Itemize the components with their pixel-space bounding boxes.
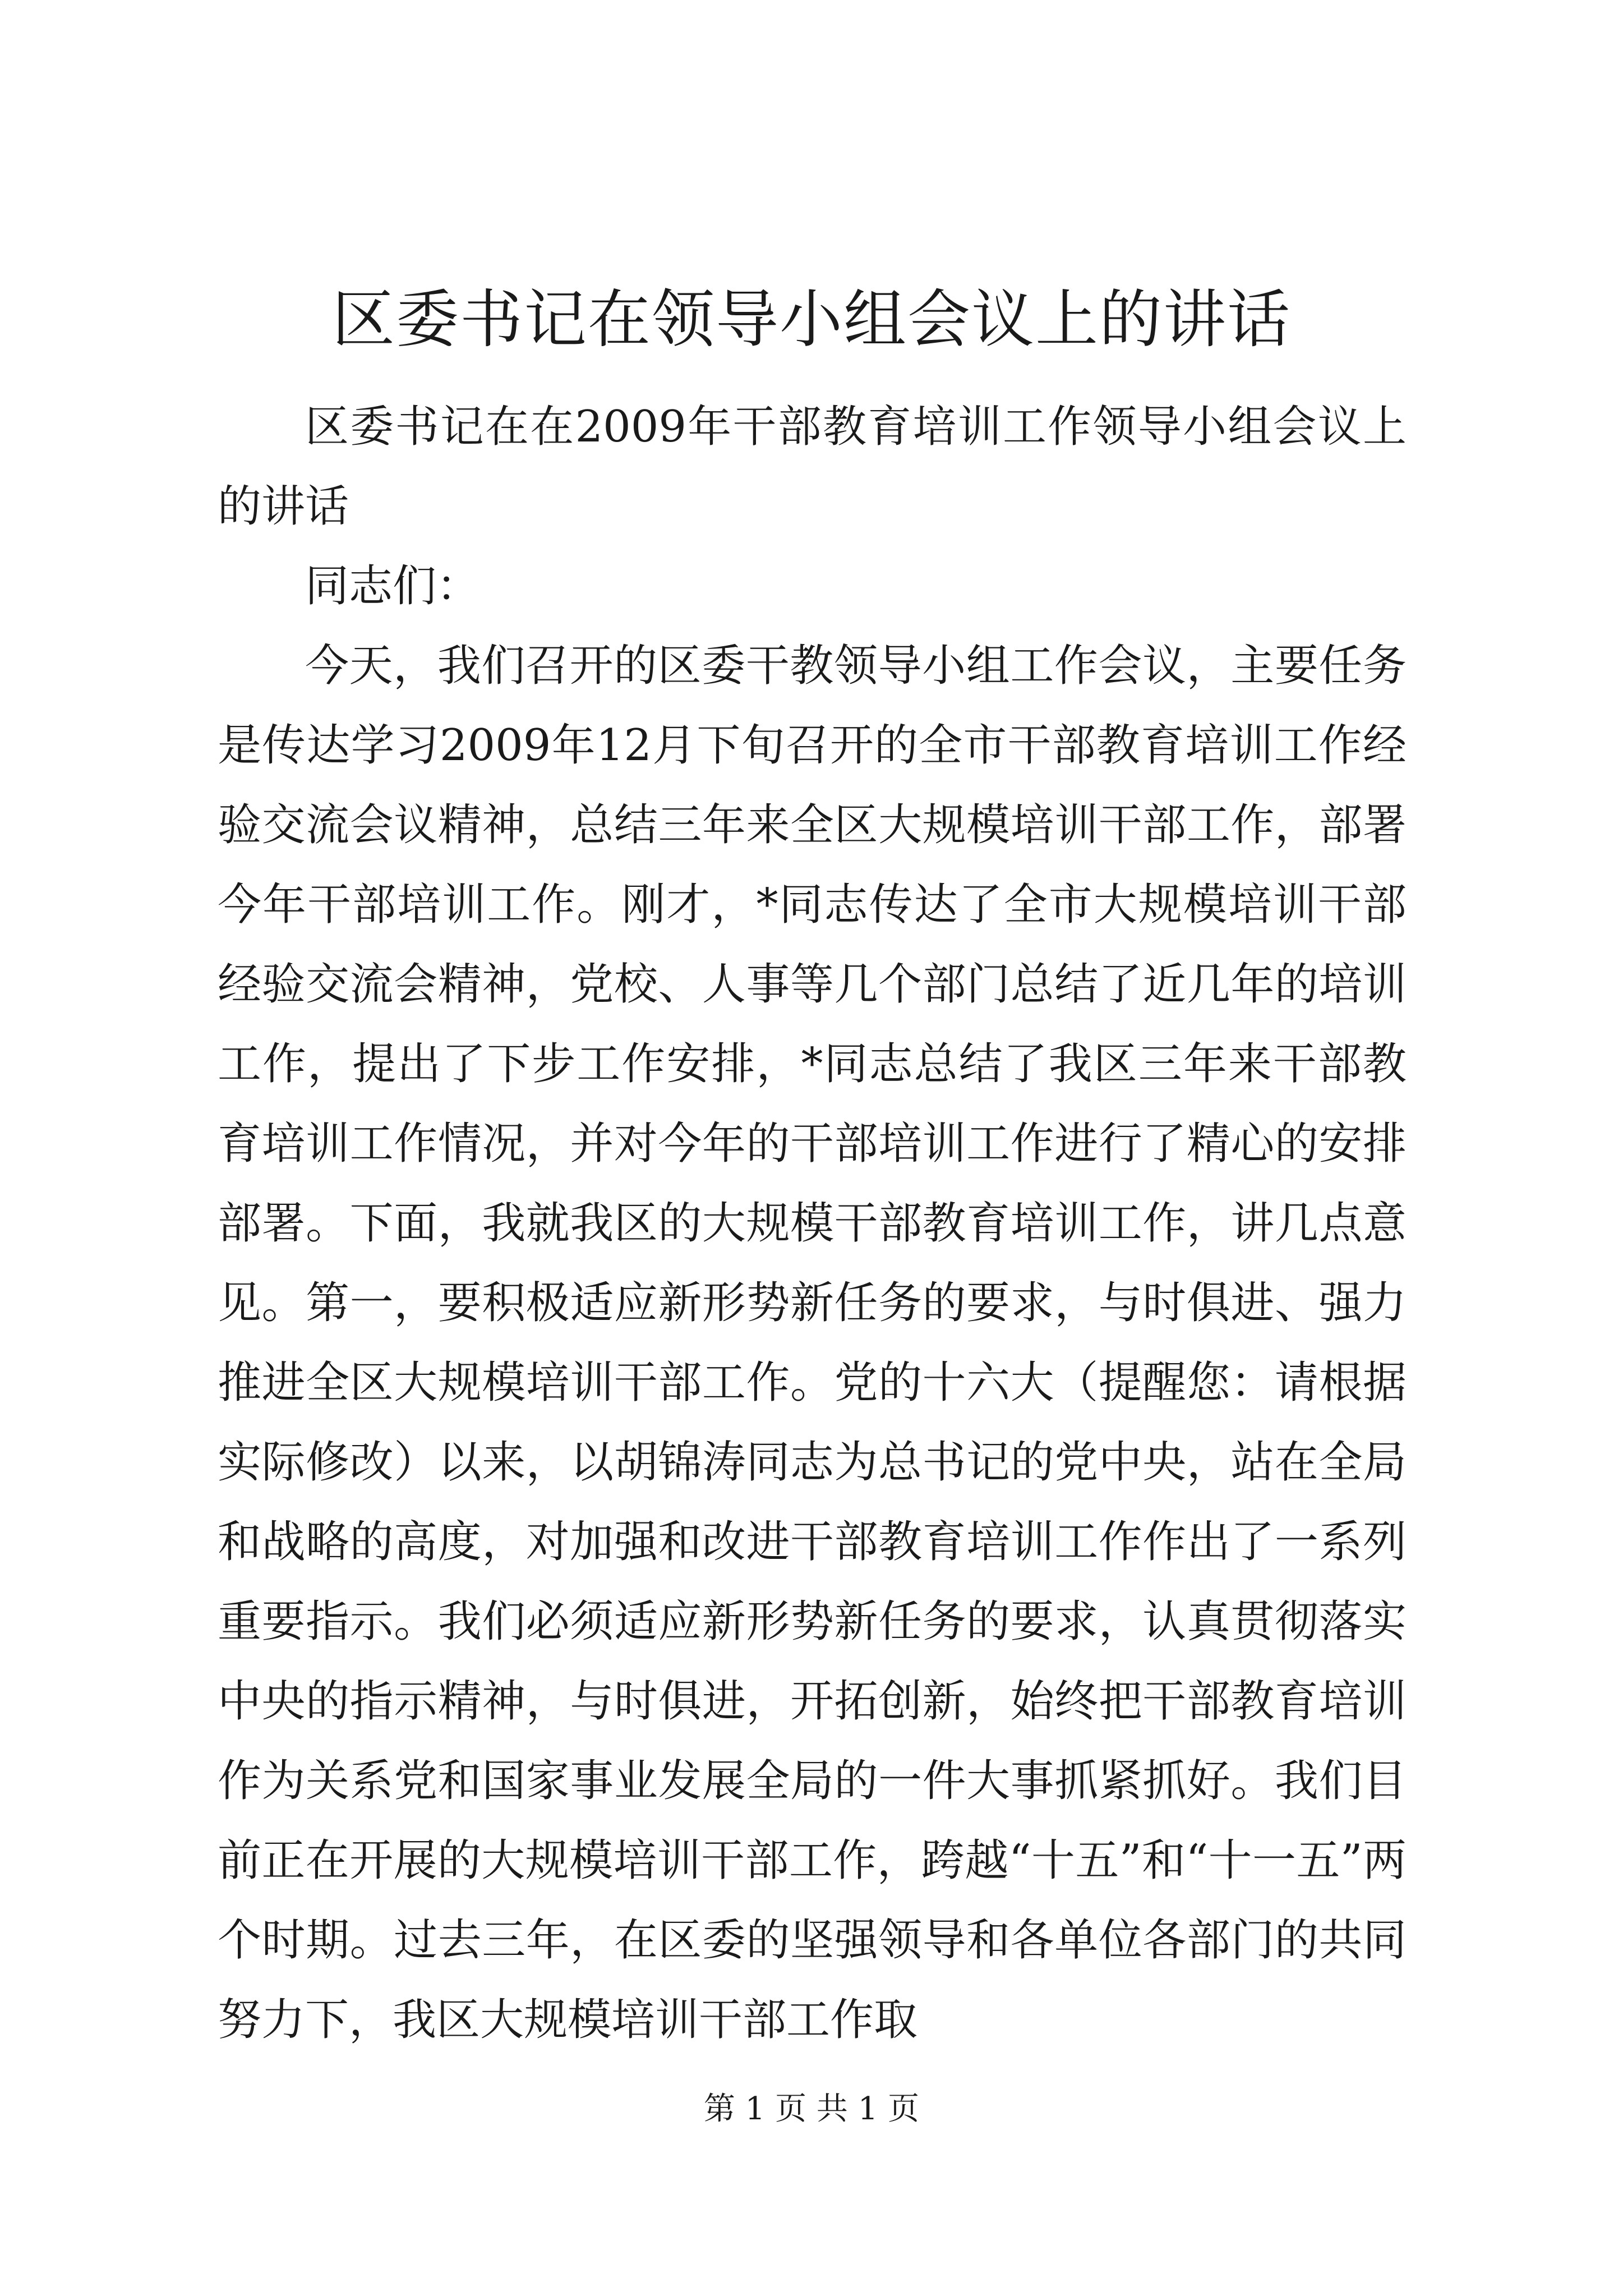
salutation-paragraph: 同志们： (305, 561, 481, 611)
speech-paragraph: 今天，我们召开的区委干教领导小组工作会议，主要任务是传达学习2009年12月下旬召开的全市干部教育培训工作经验交流会议精神，总结三年来全区大规模培训干部工作，部署今年干部培训工作。刚才，*同志传达了全市大规模培训干部经验交流会精神，党校、人事等几个部门总结了近几年的培训工作，提出了下步工作安排，*同志总结了我区三年来干部教育培训工作情况，并对今年的干部培训工作进行了精心的安排部署。下面，我就我区的大规模干部教育培训工作，讲几点意见。第一，要积极适应新形势新任务的要求，与时俱进、强力推进全区大规模培训干部工作。党的十六大（提醒您：请根据实际修改）以来，以胡锦涛同志为总书记的党中央，站在全局和战略的高度，对加强和改进干部教育培训工作作出了一系列重要指示。我们必须适应新形势新任务的要求，认真贯彻落实中央的指示精神，与时俱进，开拓创新，始终把干部教育培训作为关系党和国家事业发展全局的一件大事抓紧抓好。我们目前正在开展的大规模培训干部工作，跨越“十五”和“十一五”两个时期。过去三年，在区委的坚强领导和各单位各部门的共同努力下，我区大规模培训干部工作取 (218, 641, 1407, 2045)
page-footer (0, 2090, 1623, 2129)
document-title: 区委书记在领导小组会议上的讲话 (332, 283, 1291, 356)
page-number-indicator: 第 1 页 共 1 页 (703, 2091, 920, 2127)
document-body (218, 387, 1407, 2060)
subtitle-paragraph: 区委书记在在2009年干部教育培训工作领导小组会议上的讲话 (218, 402, 1407, 532)
